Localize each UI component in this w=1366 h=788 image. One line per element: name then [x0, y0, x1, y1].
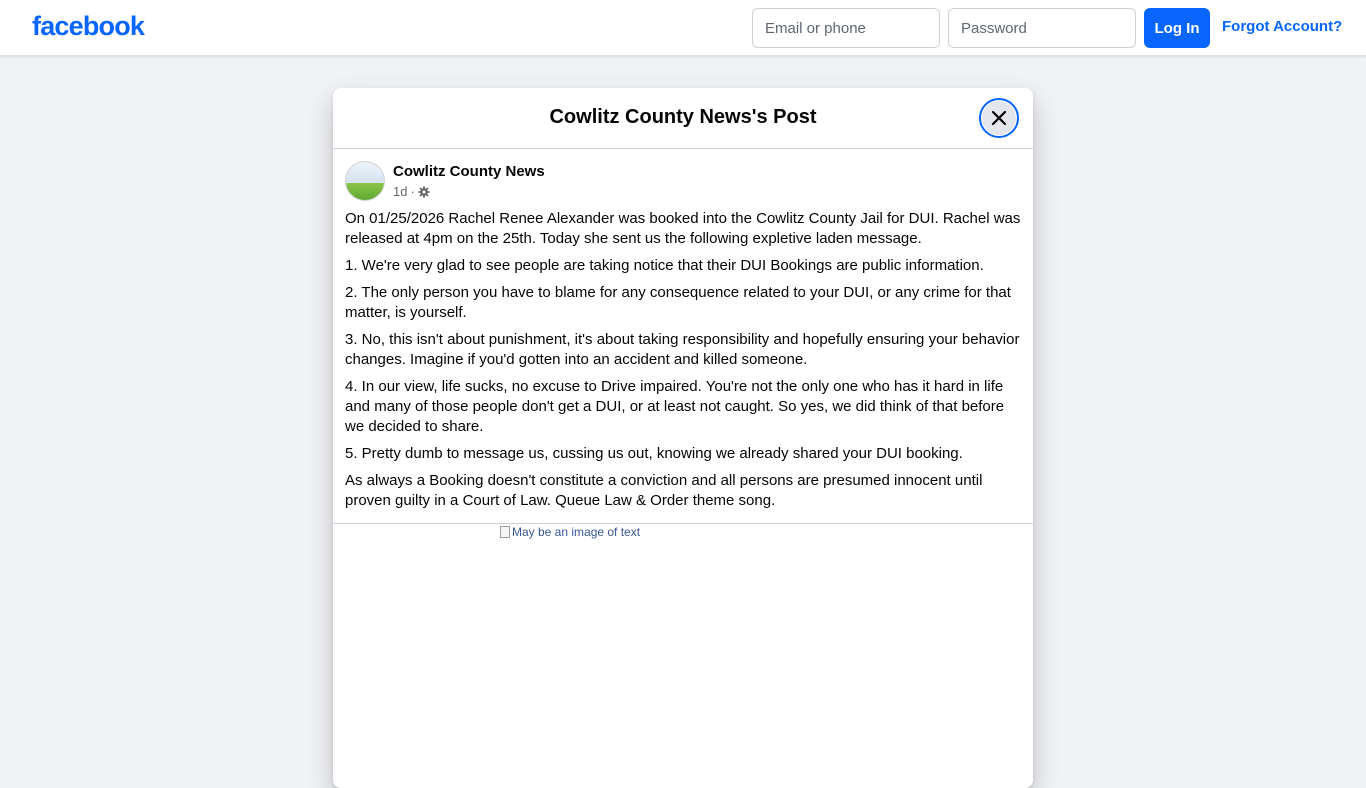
- post-image-area[interactable]: [333, 524, 1033, 784]
- top-navigation-bar: [0, 0, 1366, 56]
- dialog-header: [333, 88, 1033, 149]
- post-paragraph: As always a Booking doesn't constitute a conviction and all persons are presumed innocent until proven guilty in a Court of Law. Queue Law & Order theme song.: [345, 472, 983, 509]
- avatar[interactable]: [345, 161, 385, 201]
- post-dialog: [333, 88, 1033, 788]
- dialog-title: Cowlitz County News's Post: [549, 106, 817, 128]
- author-name[interactable]: Cowlitz County News: [393, 163, 545, 180]
- gear-icon[interactable]: [418, 186, 430, 198]
- post-paragraph: 2. The only person you have to blame for any consequence related to your DUI, or any crime for that matter, is yourself.: [345, 284, 1011, 321]
- post-meta: [393, 184, 430, 199]
- login-button[interactable]: Log In: [1144, 8, 1210, 48]
- email-field[interactable]: [752, 8, 940, 48]
- meta-separator: ·: [410, 184, 415, 199]
- post-timestamp[interactable]: 1d: [393, 184, 408, 199]
- forgot-account-link[interactable]: Forgot Account?: [1222, 18, 1343, 35]
- post-header: [333, 149, 1033, 205]
- post-image-alt-text: May be an image of text: [512, 525, 641, 539]
- post-paragraph: 1. We're very glad to see people are taking notice that their DUI Bookings are public information.: [345, 257, 984, 274]
- password-field[interactable]: [948, 8, 1136, 48]
- post-paragraph: On 01/25/2026 Rachel Renee Alexander was booked into the Cowlitz County Jail for DUI. Rachel was released at 4pm on the 25th. Today she sent us the following expletive laden message.: [345, 210, 1021, 247]
- post-paragraph: 3. No, this isn't about punishment, it's about taking responsibility and hopefully ensuring your behavior changes. Imagine if you'd gotten into an accident and killed someone.: [345, 331, 1020, 368]
- post-text: [333, 205, 1033, 523]
- facebook-logo[interactable]: facebook: [32, 11, 145, 41]
- post-paragraph: 5. Pretty dumb to message us, cussing us out, knowing we already shared your DUI booking.: [345, 445, 963, 462]
- close-button[interactable]: [979, 98, 1019, 138]
- broken-image-icon: [500, 526, 510, 538]
- post-paragraph: 4. In our view, life sucks, no excuse to Drive impaired. You're not the only one who has it hard in life and many of those people don't get a DUI, or at least not caught. So yes, we did think of that before we decided to share.: [345, 378, 1005, 435]
- close-icon: [990, 109, 1008, 127]
- post-image[interactable]: [500, 525, 640, 539]
